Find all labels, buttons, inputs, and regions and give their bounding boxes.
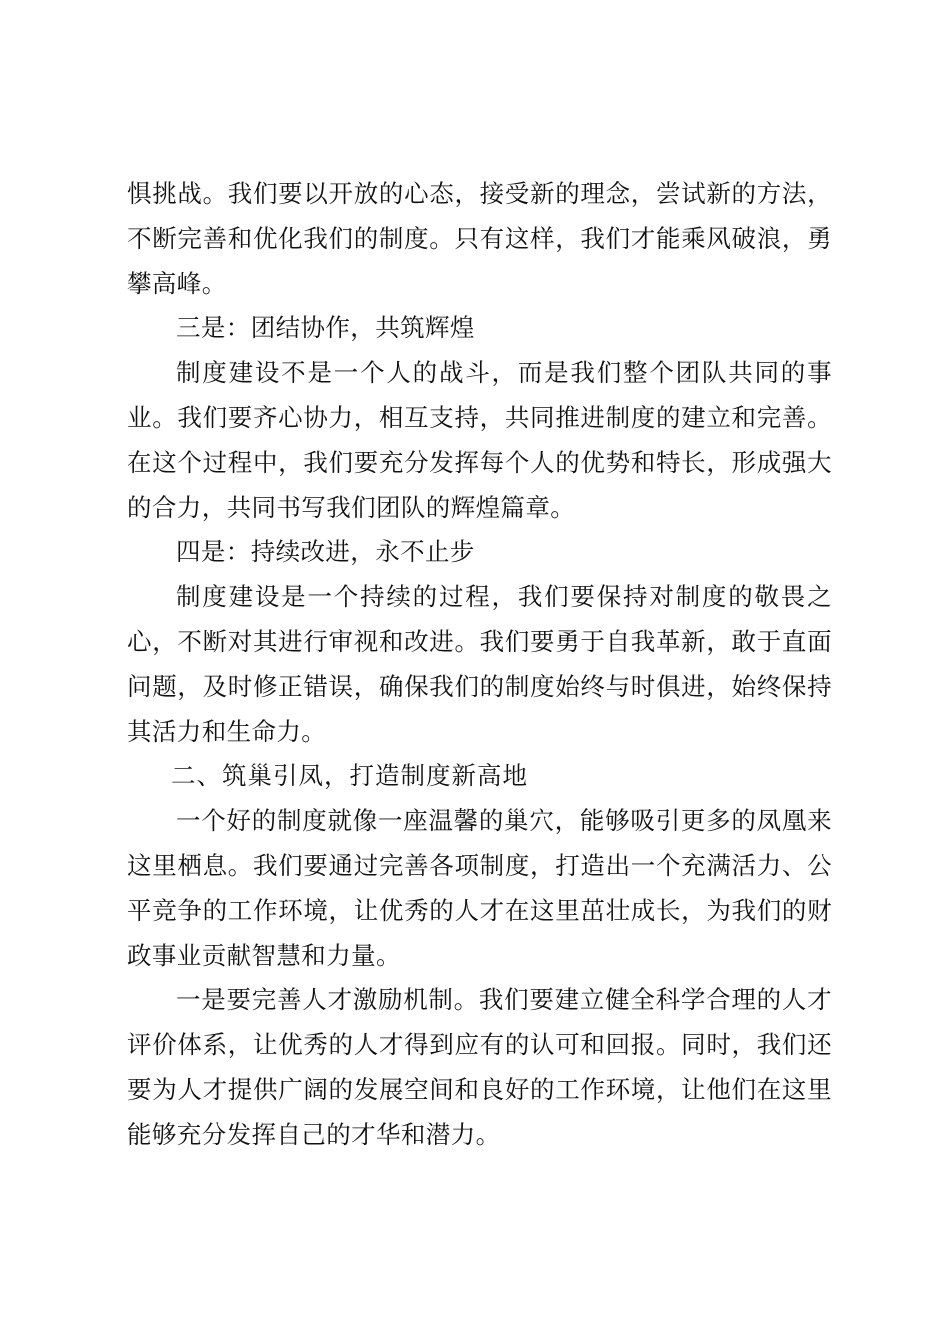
paragraph-continued: 惧挑战。我们要以开放的心态，接受新的理念，尝试新的方法，不断完善和优化我们的制度。只有这样，我们才能乘风破浪，勇攀高峰。 [127, 179, 832, 298]
paragraph: 制度建设是一个持续的过程，我们要保持对制度的敬畏之心，不断对其进行审视和改进。我们要勇于自我革新，敢于直面问题，及时修正错误，确保我们的制度始终与时俱进，始终保持其活力和生命力。 [127, 582, 832, 746]
document-body [127, 172, 832, 1158]
paragraph: 一个好的制度就像一座温馨的巢穴，能够吸引更多的凤凰来这里栖息。我们要通过完善各项制度，打造出一个充满活力、公平竞争的工作环境，让优秀的人才在这里茁壮成长，为我们的财政事业贡献智慧和力量。 [127, 806, 832, 970]
paragraph: 制度建设不是一个人的战斗，而是我们整个团队共同的事业。我们要齐心协力，相互支持，共同推进制度的建立和完善。在这个过程中，我们要充分发挥每个人的优势和特长，形成强大的合力，共同书写我们团队的辉煌篇章。 [127, 358, 832, 522]
subheading-three: 三是：团结协作，共筑辉煌 [176, 313, 475, 343]
subheading-four: 四是：持续改进，永不止步 [176, 537, 475, 567]
section-heading: 二、筑巢引凤，打造制度新高地 [171, 761, 528, 791]
paragraph: 一是要完善人才激励机制。我们要建立健全科学合理的人才评价体系，让优秀的人才得到应有的认可和回报。同时，我们还要为人才提供广阔的发展空间和良好的工作环境，让他们在这里能够充分发挥自己的才华和潜力。 [127, 985, 832, 1149]
